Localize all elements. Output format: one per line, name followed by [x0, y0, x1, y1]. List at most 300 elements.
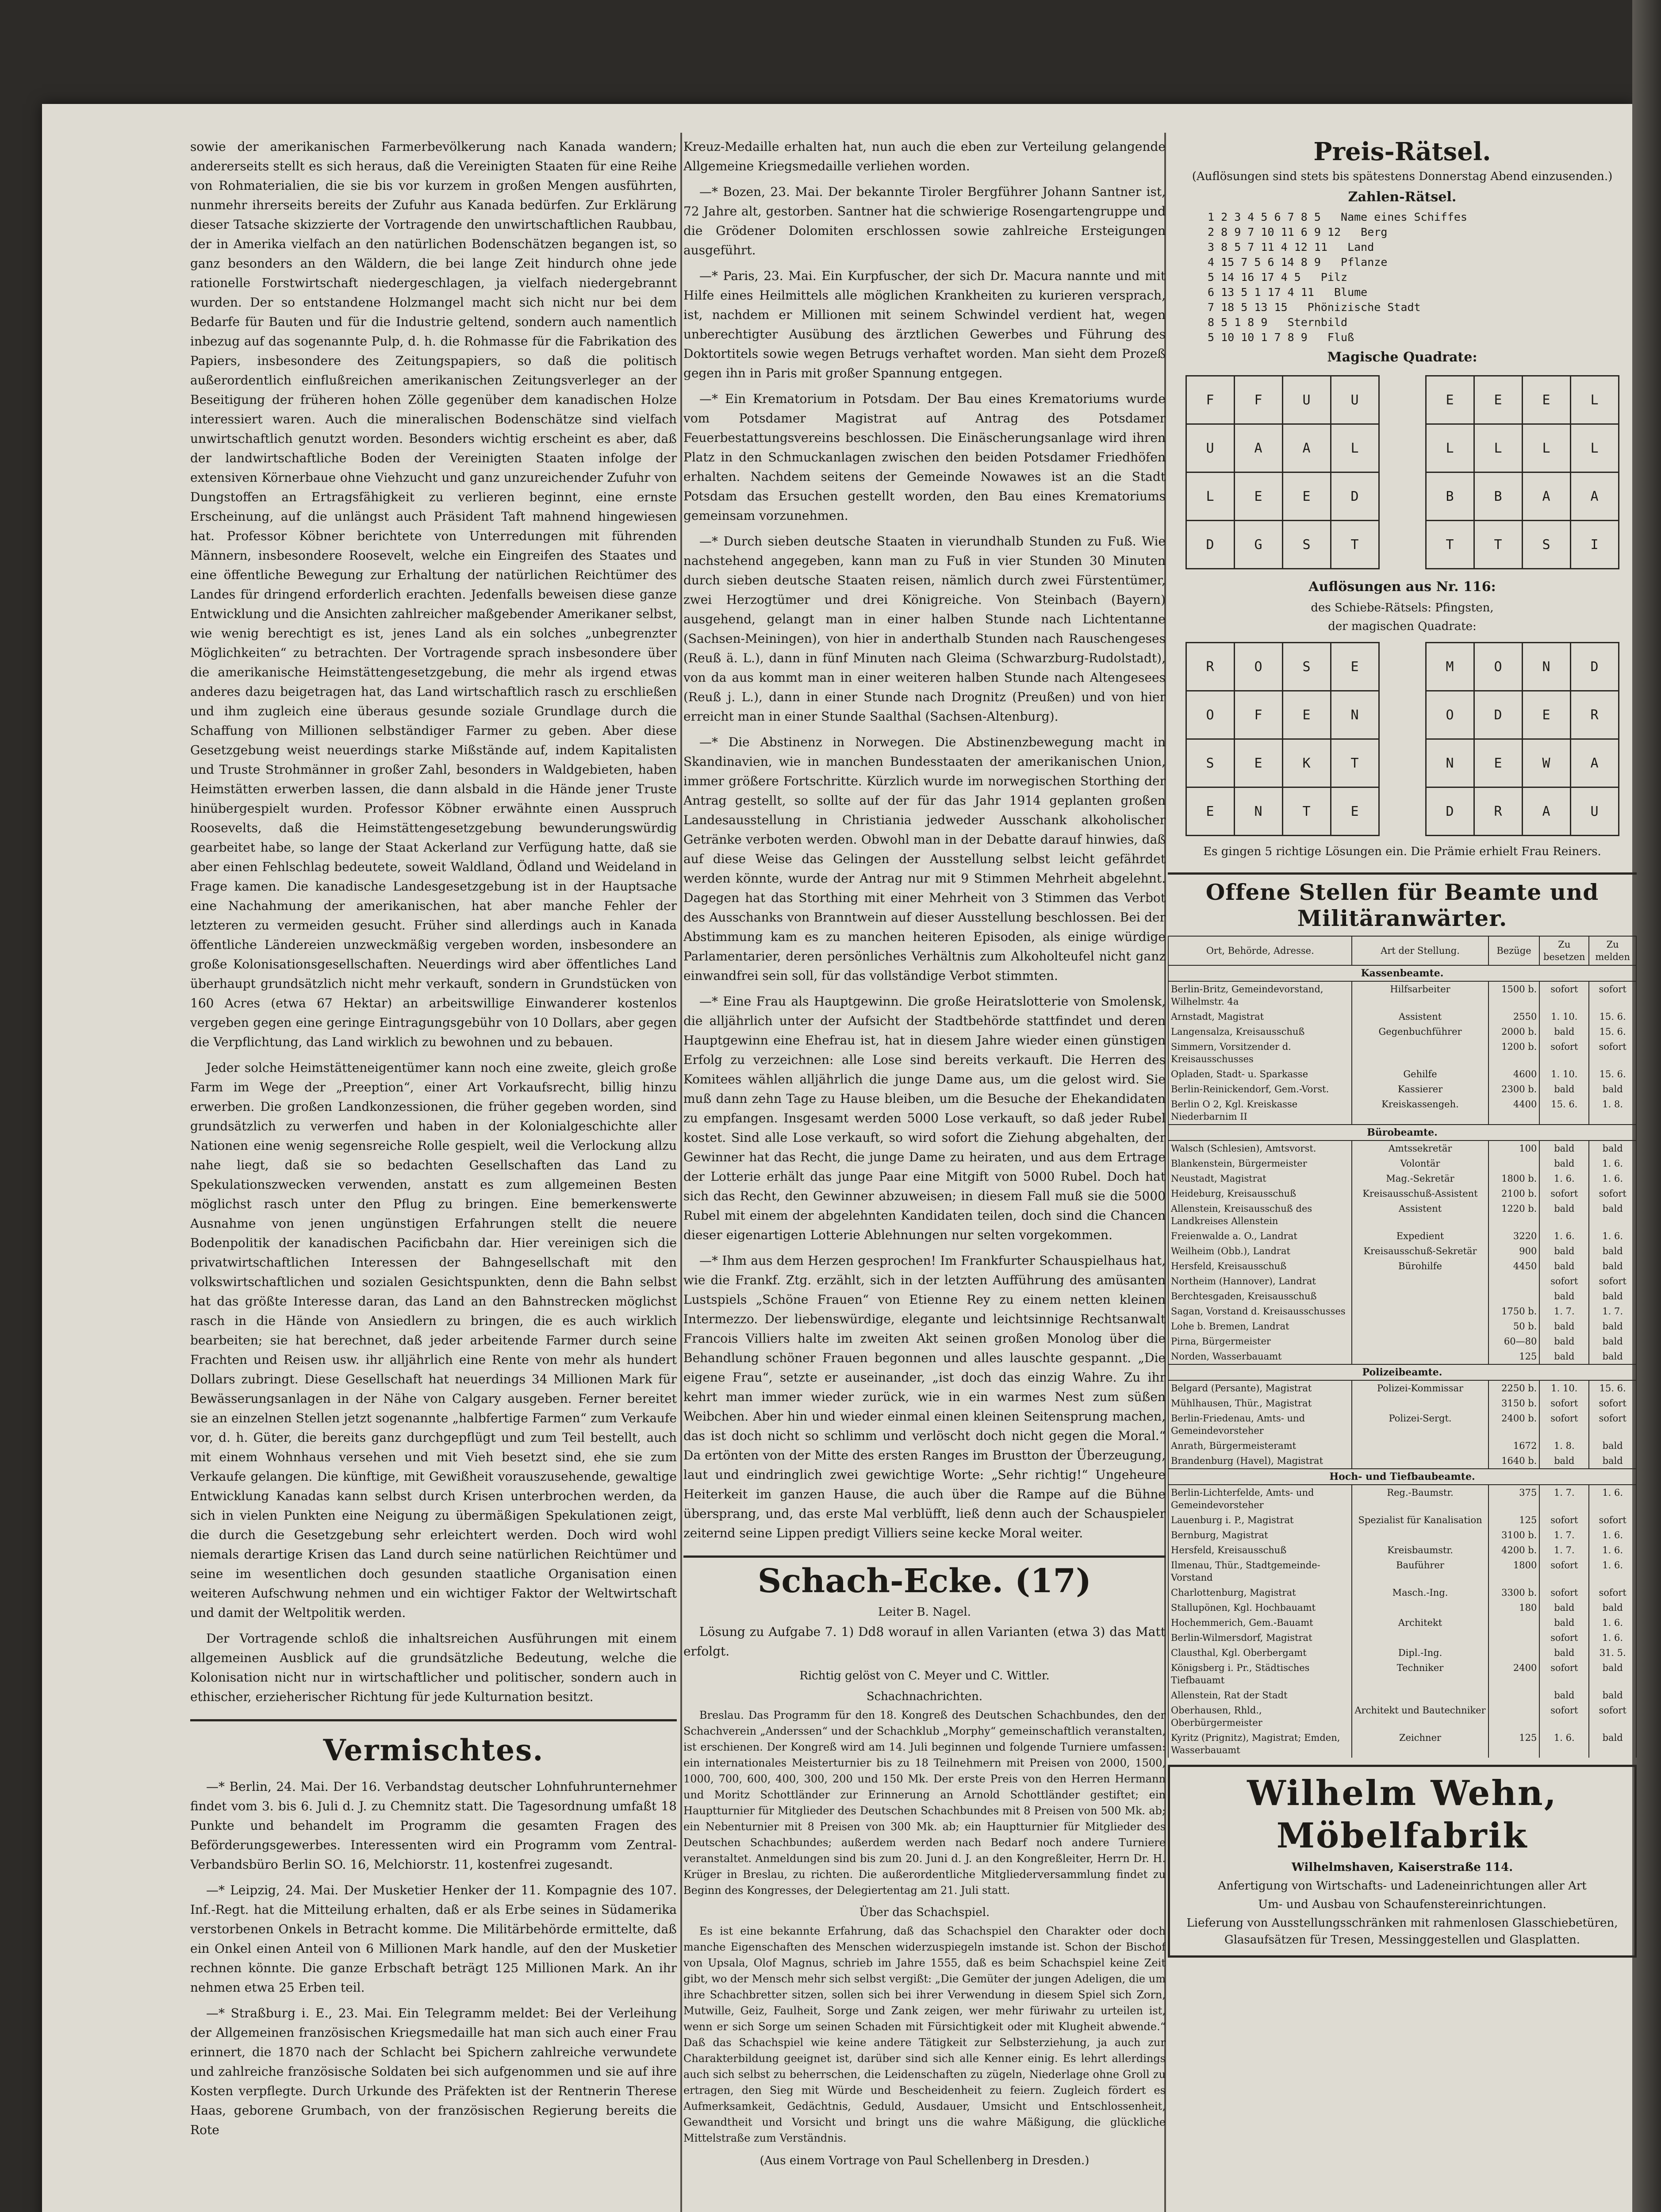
table-cell-ort: Hersfeld, Kreisausschuß — [1168, 1543, 1352, 1558]
table-cell-ort: Weilheim (Obb.), Landrat — [1168, 1244, 1352, 1259]
news-item: —* Ein Krematorium in Potsdam. Der Bau eines Krematoriums wurde vom Potsdamer Magistrat auf Antrag des Potsdamer Feuerbestattungsvereins beschlossen. Die Einäscherungsanlage wird ihren Platz in den Schmuckanlagen zwischen den beiden Potsdamer Friedhöfen erhalten. Nachdem seitens der Gemeinde Nowawes ist an die Stadt Potsdam das Ersuchen gestellt worden, den Bau eines Krematoriums gemeinsam vorzunehmen. — [683, 392, 1166, 523]
table-cell-art: Kreisausschuß-Assistent — [1352, 1186, 1488, 1201]
table-row — [1168, 1039, 1636, 1067]
magic-squares — [1168, 370, 1637, 575]
table-cell-art: Spezialist für Kanalisation — [1352, 1513, 1488, 1528]
table-cell-ort: Neustadt, Magistrat — [1168, 1171, 1352, 1186]
table-cell-ort: Kyritz (Prignitz), Magistrat; Emden, Wasserbauamt — [1168, 1730, 1352, 1758]
table-cell-bez — [1488, 1703, 1540, 1730]
table-cell-art: Expedient — [1352, 1229, 1488, 1244]
grid-cell: A — [1234, 424, 1282, 472]
table-cell-mel: 1. 6. — [1589, 1630, 1636, 1645]
table-category-row — [1168, 1125, 1636, 1141]
table-cell-art — [1352, 1396, 1488, 1411]
table-cell-bes: 1. 7. — [1539, 1528, 1589, 1543]
table-cell-ort: Belgard (Persante), Magistrat — [1168, 1380, 1352, 1396]
table-cell-bez: 4400 — [1488, 1097, 1540, 1125]
table-cell-ort: Brandenburg (Havel), Magistrat — [1168, 1453, 1352, 1469]
table-cell-ort: Bernburg, Magistrat — [1168, 1528, 1352, 1543]
table-cell-bes: bald — [1539, 1082, 1589, 1097]
table-cell-mel: 1. 7. — [1589, 1304, 1636, 1319]
table-cell-ort: Allenstein, Rat der Stadt — [1168, 1688, 1352, 1703]
table-cell-mel: bald — [1589, 1660, 1636, 1688]
table-row — [1168, 1543, 1636, 1558]
table-cell-bez: 1640 b. — [1488, 1453, 1540, 1469]
grid-cell: F — [1234, 691, 1282, 739]
chess-solution: Lösung zu Aufgabe 7. 1) Dd8 worauf in allen Varianten (etwa 3) das Matt erfolgt. — [683, 1624, 1166, 1659]
table-cell-bes: 1. 7. — [1539, 1543, 1589, 1558]
table-cell-ort: Clausthal, Kgl. Oberbergamt — [1168, 1645, 1352, 1660]
table-cell-art: Techniker — [1352, 1660, 1488, 1688]
table-cell-ort: Allenstein, Kreisausschuß des Landkreises Allenstein — [1168, 1201, 1352, 1229]
table-cell-mel: bald — [1589, 1319, 1636, 1334]
table-cell-bez — [1488, 1274, 1540, 1289]
grid-cell: S — [1522, 521, 1570, 569]
grid-cell: O — [1426, 691, 1474, 739]
table-cell-mel: 1. 6. — [1589, 1485, 1636, 1513]
table-cell-mel: 1. 6. — [1589, 1543, 1636, 1558]
advertisement — [1168, 1765, 1637, 1958]
grid-cell: A — [1522, 472, 1570, 521]
table-category-row — [1168, 965, 1636, 981]
table-cell-bes: 1. 10. — [1539, 1067, 1589, 1082]
grid-cell: D — [1186, 521, 1234, 569]
table-cell-art: Mag.-Sekretär — [1352, 1171, 1488, 1186]
table-cell-ort: Norden, Wasserbauamt — [1168, 1349, 1352, 1364]
grid-cell: E — [1234, 472, 1282, 521]
table-cell-bez: 125 — [1488, 1513, 1540, 1528]
table-cell-bez: 1800 b. — [1488, 1171, 1540, 1186]
number-puzzle — [1168, 210, 1637, 345]
table-cell-art: Volontär — [1352, 1156, 1488, 1171]
table-row — [1168, 1485, 1636, 1513]
table-cell-ort: Northeim (Hannover), Landrat — [1168, 1274, 1352, 1289]
table-cell-bes: sofort — [1539, 1396, 1589, 1411]
table-cell-art: Gehilfe — [1352, 1067, 1488, 1082]
table-row — [1168, 1186, 1636, 1201]
grid-cell: A — [1570, 472, 1619, 521]
table-cell-bes: 1. 7. — [1539, 1304, 1589, 1319]
table-cell-bez: 60—80 — [1488, 1334, 1540, 1349]
grid-cell: W — [1522, 739, 1570, 787]
table-cell-ort: Berlin-Wilmersdorf, Magistrat — [1168, 1630, 1352, 1645]
table-cell-mel: 31. 5. — [1589, 1645, 1636, 1660]
grid-cell: B — [1426, 472, 1474, 521]
table-row — [1168, 1259, 1636, 1274]
table-cell-ort: Berchtesgaden, Kreisausschuß — [1168, 1289, 1352, 1304]
table-cell-art: Bauführer — [1352, 1558, 1488, 1585]
table-cell-bes: bald — [1539, 1024, 1589, 1039]
table-row — [1168, 1067, 1636, 1082]
table-cell-bes: sofort — [1539, 1186, 1589, 1201]
table-row — [1168, 1171, 1636, 1186]
news-item: —* Paris, 23. Mai. Ein Kurpfuscher, der sich Dr. Macura nannte und mit Hilfe eines Heilmittels alle möglichen Krankheiten zu kurieren versprach, ist, nachdem er Millionen mit seinem Schwindel verdient hat, wegen unberechtigter Ausübung des ärztlichen Gewerbes und Führung des Doktortitels sowie wegen Betrugs verhaftet worden. Man sieht dem Prozeß gegen ihn in Paris mit großer Spannung entgegen. — [683, 269, 1166, 380]
table-cell-art: Reg.-Baumstr. — [1352, 1485, 1488, 1513]
grid-cell: E — [1234, 739, 1282, 787]
table-row — [1168, 1274, 1636, 1289]
table-category: Hoch- und Tiefbaubeamte. — [1168, 1469, 1636, 1485]
table-cell-mel: 1. 6. — [1589, 1528, 1636, 1543]
table-cell-mel: sofort — [1589, 1396, 1636, 1411]
news-item: —* Ihm aus dem Herzen gesprochen! Im Frankfurter Schauspielhaus hat, wie die Frankf. Ztg. erzählt, sich in der letzten Aufführung des amüsanten Lustspiels „Schöne Frauen“ von Etienne Rey zu einem netten kleinen Intermezzo. Der liebenswürdige, elegante und leichtsinnige Rechtsanwalt Francois Villiers halte im zweiten Akt seinen großen Monolog über die Behandlung schöner Frauen begonnen und alles lauschte gespannt. „Die eigene Frau“, setzte er auseinander, „ist doch das einzig Wahre. Zu ihr kehrt man immer wieder zurück, wie in ein warmes Nest zum süßen Weibchen. Aber hin und wieder einmal einen kleinen Seitensprung machen, das ist doch nicht so schlimm und verlöscht doch nicht gegen die Moral.“ Da ertönten von der Mitte des ersten Ranges im Brustton der Überzeugung, laut und eindringlich zwei gewichtige Worte: „Sehr richtig!“ Ungeheure Heiterkeit im ganzen Hause, die auch über die Rampe auf die Bühne übersprang, und, das erste Mal verblüfft, ließ denn auch der Schauspieler zeiternd seine Lippen predigt Villiers seine kecke Moral weiter. — [683, 1253, 1166, 1540]
table-cell-art — [1352, 1528, 1488, 1543]
column-3 — [1168, 137, 1637, 2212]
table-cell-ort: Berlin-Lichterfelde, Amts- und Gemeindevorsteher — [1168, 1485, 1352, 1513]
chess-leader: Leiter B. Nagel. — [878, 1605, 971, 1619]
table-cell-art: Kreisausschuß-Sekretär — [1352, 1244, 1488, 1259]
table-cell-bez: 125 — [1488, 1349, 1540, 1364]
news-item: —* Die Abstinenz in Norwegen. Die Abstinenzbewegung macht in Skandinavien, wie in manchen Bundesstaaten der amerikanischen Union, immer größere Fortschritte. Kürzlich wurde im norwegischen Storthing der Antrag gestellt, so sollte auf der für das Jahr 1914 geplanten großen Landesausstellung in Christiania jedweder Ausschank alkoholischer Getränke verboten werden. Obwohl man in der Debatte darauf hinwies, daß auf diese Weise das Gelingen der Ausstellung selbst leicht gefährdet werden könnte, wurde der Antrag nur mit 9 Stimmen Mehrheit abgelehnt. Dagegen hat das Storthing mit einer Mehrheit von 3 Stimmen das Verbot des Ausschanks von Branntwein auf dieser Ausstellung beschlossen. Bei der Abstimmung kam es zu manchen heiteren Episoden, als einige würdige Parlamentarier, deren persönliches Verhältnis zum Alkoholteufel nicht ganz einwandfrei sein soll, für das vollständige Verbot stimmten. — [683, 735, 1166, 983]
table-cell-bez: 1800 — [1488, 1558, 1540, 1585]
table-row — [1168, 1304, 1636, 1319]
table-row — [1168, 1009, 1636, 1024]
solution-square-grid — [1425, 642, 1619, 836]
solutions-title: Auflösungen aus Nr. 116: — [1308, 579, 1496, 595]
table-row — [1168, 1349, 1636, 1364]
job-listings-table — [1168, 936, 1637, 1758]
table-cell-ort: Sagan, Vorstand d. Kreisausschusses — [1168, 1304, 1352, 1319]
table-cell-mel: sofort — [1589, 981, 1636, 1009]
table-cell-bes: 1. 10. — [1539, 1009, 1589, 1024]
magic-squares-title: Magische Quadrate: — [1327, 349, 1477, 365]
table-cell-ort: Walsch (Schlesien), Amtsvorst. — [1168, 1141, 1352, 1156]
puzzle-note: (Auflösungen sind stets bis spätestens Donnerstag Abend einzusenden.) — [1192, 170, 1613, 183]
table-cell-bes: sofort — [1539, 1630, 1589, 1645]
table-cell-ort: Ilmenau, Thür., Stadtgemeinde-Vorstand — [1168, 1558, 1352, 1585]
table-cell-art: Hilfsarbeiter — [1352, 981, 1488, 1009]
table-cell-bes: bald — [1539, 1259, 1589, 1274]
table-row — [1168, 1024, 1636, 1039]
news-item: —* Berlin, 24. Mai. Der 16. Verbandstag deutscher Lohnfuhrunternehmer findet vom 3. bis 6. Juli d. J. zu Chemnitz statt. Die Tagesordnung umfaßt 18 Punkte und behandelt im Programm die gesamten Fragen des Beförderungsgewerbes. Interessenten wird ein Programm vom Zentral-Verbandsbüro Berlin SO. 16, Melchiorstr. 11, kostenfrei zugesandt. — [190, 1779, 677, 1872]
table-cell-ort: Stallupönen, Kgl. Hochbauamt — [1168, 1600, 1352, 1615]
table-cell-bes: sofort — [1539, 1411, 1589, 1438]
grid-cell: N — [1234, 787, 1282, 836]
section-title: Vermischtes. — [323, 1733, 544, 1767]
number-puzzle-row: 8 5 1 8 9 Sternbild — [1208, 316, 1348, 329]
table-cell-ort: Oberhausen, Rhld., Oberbürgermeister — [1168, 1703, 1352, 1730]
grid-cell: S — [1186, 739, 1234, 787]
grid-cell: E — [1186, 787, 1234, 836]
table-cell-art: Zeichner — [1352, 1730, 1488, 1758]
table-row — [1168, 1319, 1636, 1334]
column-2 — [683, 137, 1166, 2212]
table-cell-mel: bald — [1589, 1082, 1636, 1097]
grid-cell: T — [1474, 521, 1522, 569]
table-category: Bürobeamte. — [1168, 1125, 1636, 1141]
grid-cell: U — [1186, 424, 1234, 472]
table-cell-mel: 15. 6. — [1589, 1067, 1636, 1082]
table-cell-mel: bald — [1589, 1201, 1636, 1229]
grid-cell: D — [1570, 643, 1619, 691]
table-cell-bes: 1. 6. — [1539, 1730, 1589, 1758]
grid-cell: T — [1331, 521, 1379, 569]
table-row — [1168, 1585, 1636, 1600]
table-cell-mel: bald — [1589, 1334, 1636, 1349]
number-puzzle-row: 5 10 10 1 7 8 9 Fluß — [1208, 331, 1354, 344]
table-cell-bes: bald — [1539, 1688, 1589, 1703]
table-cell-ort: Pirna, Bürgermeister — [1168, 1334, 1352, 1349]
grid-cell: E — [1331, 643, 1379, 691]
table-cell-art: Dipl.-Ing. — [1352, 1645, 1488, 1660]
table-cell-bes: 1. 6. — [1539, 1171, 1589, 1186]
grid-cell: S — [1282, 643, 1331, 691]
table-cell-bes: sofort — [1539, 1513, 1589, 1528]
table-cell-art: Kassierer — [1352, 1082, 1488, 1097]
table-row — [1168, 1097, 1636, 1125]
number-puzzle-title: Zahlen-Rätsel. — [1348, 189, 1457, 205]
number-puzzle-row: 2 8 9 7 10 11 6 9 12 Berg — [1208, 226, 1388, 238]
article-paragraph: sowie der amerikanischen Farmerbevölkerung nach Kanada wandern; andererseits stellt es sich heraus, daß die Vereinigten Staaten für eine Reihe von Rohmaterialien, die sie bis vor kurzem in großen Mengen ausführten, nunmehr ihrerseits bereits der Zufuhr aus Kanada bedürfen. Zur Erklärung dieser Tatsache skizzierte der Vortragende den unwirtschaftlichen Raubbau, der in Amerika vielfach an den natürlichen Bodenschätzen begangen ist, so ganz besonders an den Wäldern, die bei lange Zeit hindurch ohne jede rationelle Forstwirtschaft niedergeschlagen, ja vielfach niedergebrannt wurden. Der so entstandene Holzmangel macht sich nicht nur bei dem Bedarfe für Bauten und für die Industrie geltend, sondern auch namentlich inbezug auf das sogenannte Pulp, d. h. die Rohmasse für die Fabrikation des Papiers, insbesondere des Zeitungspapiers, so daß die politisch außerordentlich einflußreichen amerikanischen Zeitungsverleger an der Beseitigung der früheren hohen Zölle gegenüber dem kanadischen Holze interessiert waren. Auch die mineralischen Bodenschätze sind vielfach unwirtschaftlich genutzt worden. Besonders wichtig erscheint es aber, daß der landwirtschaftliche Boden der Vereinigten Staaten infolge der extensiven Körnerbaue ohne Viehzucht und ganz unzureichender Zufuhr von Dungstoffen an Ertragsfähigkeit zu verlieren beginnt, eine ernste Erscheinung, auf die unlängst auch Präsident Taft mahnend hingewiesen hat. Professor Köbner berichtete von Unterredungen mit führenden Männern, insbesondere Roosevelt, welche ein Eingreifen des Staates und eine öffentliche Bewegung zur Erhaltung der natürlichen Reichtümer des Landes für dringend erforderlich erachten. Jedenfalls beweisen diese ganze Entwicklung und die Ansichten zahlreicher maßgebender Amerikaner selbst, wie wenig berechtigt es ist, jenes Land als ein solches „unbegrenzter Möglichkeiten“ zu betrachten. Der Vortragende sprach insbesondere über die amerikanische Heimstättengesetzgebung, die mehr als irgend etwas anderes dazu beigetragen hat, das Land wirtschaftlich rasch zu erschließen und ihm zugleich eine überaus gesunde soziale Grundlage durch die Schaffung von Millionen selbständiger Farmer zu geben. Aber diese Gesetzgebung weist neuerdings starke Mißstände auf, indem Kapitalisten und Truste Strohmänner in großer Zahl, besonders in Waldgebieten, haben Heimstätten erwerben lassen, die dann alsbald in die Hände jener Truste hinübergespielt wurden. Professor Köbner erwähnte einen Ausspruch Roosevelts, daß die Heimstättengesetzgebung bewunderungswürdig gearbeitet habe, so lange der Staat Ackerland zur Verfügung hatte, daß sie aber einen Fehlschlag bedeutete, soweit Waldland, Ödland und Weideland in Frage kamen. Die kanadische Landesgesetzgebung ist in der Hauptsache eine Nachahmung der amerikanischen, hat aber manche Fehler der letzteren zu vermeiden gesucht. Früher sind allerdings auch in Kanada öffentliche Ländereien unzweckmäßig vergeben worden, insbesondere an große Kolonisationsgesellschaften. Neuerdings wird aber öffentliches Land überhaupt grundsätzlich nicht mehr verkauft, sondern in Grundstücken von 160 Acres (etwa 67 Hektar) an arbeitswillige Einwanderer kostenlos vergeben gegen eine geringe Eintragungsgebühr von 10 Dollars, aber gegen die Verpflichtung, das Land wirklich zu bewohnen und zu bebauen. — [190, 139, 677, 1049]
table-row — [1168, 1082, 1636, 1097]
table-cell-bez: 1500 b. — [1488, 981, 1540, 1009]
table-cell-ort: Berlin-Reinickendorf, Gem.-Vorst. — [1168, 1082, 1352, 1097]
table-cell-bez: 1200 b. — [1488, 1039, 1540, 1067]
section-divider — [1168, 872, 1637, 875]
table-cell-bes: bald — [1539, 1615, 1589, 1630]
table-row — [1168, 981, 1636, 1009]
grid-cell: L — [1426, 424, 1474, 472]
table-cell-bes: 1. 8. — [1539, 1438, 1589, 1453]
table-cell-bes: 15. 6. — [1539, 1097, 1589, 1125]
grid-cell: F — [1234, 376, 1282, 424]
table-category-row — [1168, 1469, 1636, 1485]
number-puzzle-row: 1 2 3 4 5 6 7 8 5 Name eines Schiffes — [1208, 211, 1467, 223]
grid-cell: G — [1234, 521, 1282, 569]
table-cell-ort: Lohe b. Bremen, Landrat — [1168, 1319, 1352, 1334]
table-cell-bes: bald — [1539, 1349, 1589, 1364]
table-cell-art — [1352, 1438, 1488, 1453]
chess-news-heading: Schachnachrichten. — [866, 1690, 983, 1703]
table-cell-ort: Berlin O 2, Kgl. Kreiskasse Niederbarnim II — [1168, 1097, 1352, 1125]
grid-cell: E — [1522, 691, 1570, 739]
table-row — [1168, 1244, 1636, 1259]
grid-cell: E — [1474, 739, 1522, 787]
table-cell-mel: sofort — [1589, 1039, 1636, 1067]
grid-cell: N — [1522, 643, 1570, 691]
table-cell-bes: bald — [1539, 1289, 1589, 1304]
grid-cell: U — [1282, 376, 1331, 424]
table-cell-art: Assistent — [1352, 1201, 1488, 1229]
table-cell-ort: Opladen, Stadt- u. Sparkasse — [1168, 1067, 1352, 1082]
table-cell-mel: bald — [1589, 1259, 1636, 1274]
chess-section-title: Schach-Ecke. (17) — [757, 1562, 1092, 1600]
table-cell-bez: 1672 — [1488, 1438, 1540, 1453]
table-row — [1168, 1730, 1636, 1758]
table-cell-ort: Hersfeld, Kreisausschuß — [1168, 1259, 1352, 1274]
table-cell-bez: 2400 b. — [1488, 1411, 1540, 1438]
table-cell-mel: 1. 6. — [1589, 1156, 1636, 1171]
table-category-row — [1168, 1364, 1636, 1380]
grid-cell: A — [1570, 739, 1619, 787]
grid-cell: R — [1570, 691, 1619, 739]
news-item: —* Straßburg i. E., 23. Mai. Ein Telegramm meldet: Bei der Verleihung der Allgemeinen französischen Kriegsmedaille hat man sich auch einer Frau erinnert, die 1870 nach der Schlacht bei Spichern zahlreiche verwundete und zahlreiche französische Soldaten bei sich aufgenommen und sie auf ihre Kosten verpflegte. Durch Urkunde des Präfekten ist der Rentnerin Therese Haas, geborene Grumbach, von der französischen Regierung bereits die Rote — [190, 2006, 677, 2137]
table-header: Art der Stellung. — [1352, 936, 1488, 965]
table-cell-bez: 3300 b. — [1488, 1585, 1540, 1600]
news-item: —* Eine Frau als Hauptgewinn. Die große Heiratslotterie von Smolensk, die alljährlich unter der Aufsicht der Stadtbehörde stattfindet und deren Hauptgewinn eine Ehefrau ist, hat in diesem Jahre wieder einen günstigen Erfolg zu verzeichnen: alle Lose sind bereits verkauft. Die Herren des Komitees wählen alljährlich die junge Dame aus, um die gelost wird. Sie muß dann zehn Tage zu Hause bleiben, um die Besuche der Ehekandidaten zu empfangen. Insgesamt werden 5000 Lose verkauft, so daß jeder Rubel kostet. Sind alle Lose verkauft, so wird sofort die Ziehung abgehalten, der Gewinner hat das Recht, die junge Dame zu heiraten, und aus dem Ertrage der Lotterie erhält das junge Paar eine Mitgift von 5000 Rubel. Doch hat sich das Recht, den Gewinner abzuweisen; in diesem Fall muß sie die 5000 Rubel mit einem der abgelehnten Kandidaten teilen, doch sind die Chancen dieser eigenartigen Lotterie Ablehnungen nur selten vorgekommen. — [683, 994, 1166, 1242]
table-cell-ort: Lauenburg i. P., Magistrat — [1168, 1513, 1352, 1528]
grid-cell: A — [1522, 787, 1570, 836]
table-row — [1168, 1703, 1636, 1730]
grid-cell: E — [1282, 472, 1331, 521]
table-cell-bez: 3150 b. — [1488, 1396, 1540, 1411]
grid-cell: F — [1186, 376, 1234, 424]
table-cell-mel: bald — [1589, 1244, 1636, 1259]
table-cell-mel: sofort — [1589, 1703, 1636, 1730]
table-cell-bez: 900 — [1488, 1244, 1540, 1259]
table-category: Polizeibeamte. — [1168, 1364, 1636, 1380]
solutions-shift-puzzle: des Schiebe-Rätsels: Pfingsten, — [1311, 601, 1494, 614]
table-cell-ort: Hochemmerich, Gem.-Bauamt — [1168, 1615, 1352, 1630]
ad-company-name: Wilhelm Wehn, Möbelfabrik — [1247, 1773, 1557, 1856]
table-cell-art — [1352, 1304, 1488, 1319]
table-cell-mel: 1. 8. — [1589, 1097, 1636, 1125]
grid-cell: E — [1331, 787, 1379, 836]
table-cell-art: Assistent — [1352, 1009, 1488, 1024]
grid-cell: L — [1570, 424, 1619, 472]
table-header: Zu besetzen — [1539, 936, 1589, 965]
table-cell-art: Architekt — [1352, 1615, 1488, 1630]
table-cell-bes: 1. 6. — [1539, 1229, 1589, 1244]
chess-essay: Es ist eine bekannte Erfahrung, daß das Schachspiel den Charakter oder doch manche Eigenschaften des Menschen widerzuspiegeln imstande ist. Schon der Bischof von Upsala, Olof Magnus, schrieb im Jahre 1555, daß es beim Schachspiel keine Zeit gibt, wo der Mensch mehr sich selbst vergißt: „Die Gemüter der jungen Adeligen, die um ihre Schachbretter sitzen, sollen sich bei ihrer Verwendung in diesem Spiel sich Zorn, Mutwille, Geiz, Faulheit, Sorge und Zank zeigen, wer mehr füriwahr zu urteilen ist, wenn er sich Sorge um seinen Schaden mit Fürsichtigkeit oder mit Klugheit abwende.“ Daß das Schachspiel wie keine andere Tätigkeit zur Selbsterziehung, ja auch zur Charakterbildung geeignet ist, darüber sind sich alle Kenner einig. Es lehrt allerdings auch sich selbst zu beherrschen, die Leidenschaften zu zügeln, Niederlage ohne Groll zu ertragen, den Sieg mit Würde und Bescheidenheit zu feiern. Zugleich fördert es Aufmerksamkeit, Gedächtnis, Geduld, Ausdauer, Umsicht und Entschlossenheit, Gewandtheit und Vorsicht und bringt uns die wahre Mäßigung, die glückliche Mittelstraße zum Verständnis. — [683, 1925, 1166, 2144]
grid-cell: D — [1331, 472, 1379, 521]
ad-text: Lieferung von Ausstellungsschränken mit rahmenlosen Glasschiebetüren, Glasaufsätzen für Tresen, Messinggestellen und Glasplatten. — [1186, 1916, 1618, 1947]
grid-cell: O — [1186, 691, 1234, 739]
table-cell-bes: 1. 10. — [1539, 1380, 1589, 1396]
table-cell-mel: bald — [1589, 1141, 1636, 1156]
table-cell-art — [1352, 1319, 1488, 1334]
table-cell-mel: sofort — [1589, 1186, 1636, 1201]
table-cell-bes: bald — [1539, 1645, 1589, 1660]
table-cell-mel: bald — [1589, 1349, 1636, 1364]
table-cell-art: Polizei-Sergt. — [1352, 1411, 1488, 1438]
table-cell-bez: 3100 b. — [1488, 1528, 1540, 1543]
news-item: —* Leipzig, 24. Mai. Der Musketier Henker der 11. Kompagnie des 107. Inf.-Regt. hat die Mitteilung erhalten, daß er als Erbe seines in Südamerika verstorbenen Onkels in Betracht komme. Die Militärbehörde ermittelte, daß ein Onkel einen Anteil von 6 Millionen Mark handle, auf den der Musketier rechnen könnte. Die ganze Erbschaft beträgt 125 Millionen Mark. An ihr nehmen etwa 25 Erben teil. — [190, 1883, 677, 1995]
table-row — [1168, 1600, 1636, 1615]
puzzle-title: Preis-Rätsel. — [1313, 137, 1491, 166]
article-paragraph: Jeder solche Heimstätteneigentümer kann noch eine zweite, gleich große Farm im Wege der „Preeption“, einer Art Vorkaufsrecht, billig hinzu erwerben. Die großen Landkonzessionen, die früher gegeben worden, sind grundsätzlich zu verwerfen und haben in der Kolonialgeschichte aller Nationen eine wenig segensreiche Rolle gespielt, weil die Verlockung allzu nahe liegt, daß sie so bedachten Gesellschaften das Land zu Spekulationszwecken verwenden, anstatt es zum allgemeinen Besten möglichst rasch unter den Pflug zu bringen. Eine bemerkenswerte Ausnahme von jenen ungünstigen Erfahrungen stellt die neuere Bodenpolitik der kanadischen Pacificbahn dar. Hier vereinigen sich die privatwirtschaftlichen Interessen der Bahngesellschaft mit den volkswirtschaftlichen und sozialen Gesichtspunkten, denn die Bahn selbst hat das größte Interesse daran, das Land an den Bahnstrecken möglichst rasch in die Hände von Ansiedlern zu bringen, die es auch wirklich bearbeiten; sie hat berechnet, daß jeder arbeitende Farmer durch seine Frachten und Reisen usw. ihr alljährlich eine Rente von mehr als hundert Dollars zubringt. Diese Gesellschaft hat neuerdings 34 Millionen Mark für Bewässerungsanlagen in der Nähe von Calgary ausgeben. Ferner bereitet sie an einzelnen Stellen jetzt sogenannte „halbfertige Farmen“ zum Verkaufe vor, d. h. Güter, die bereits ganz durchgepflügt und zum Teil bestellt, auch mit einem Wohnhaus versehen und mit Vieh besetzt sind, ehe sie zum Verkaufe gelangen. Die künftige, mit Gewißheit vorauszusehende, gewaltige Entwicklung Kanadas kann selbst durch Krisen unterbrochen werden, da sich in vielen Punkten eine Neigung zu übermäßigen Spekulationen zeigt, die durch die Gesetzgebung sehr erleichtert werden. Doch wird wohl niemals derartige Krisen das Land durch seine natürlichen Reichtümer und seine im wesentlichen doch gesunden staatliche Organisation einen weiteren Aufschwung nehmen und ein wichtiger Faktor der Weltwirtschaft und damit der Weltpolitik werden. — [190, 1060, 677, 1620]
table-cell-bes: 1. 7. — [1539, 1485, 1589, 1513]
table-cell-bes: sofort — [1539, 1039, 1589, 1067]
table-cell-bez: 4600 — [1488, 1067, 1540, 1082]
grid-cell: L — [1570, 376, 1619, 424]
table-cell-art: Kreiskassengeh. — [1352, 1097, 1488, 1125]
table-cell-art: Bürohilfe — [1352, 1259, 1488, 1274]
article-paragraph: Der Vortragende schloß die inhaltsreichen Ausführungen mit einem allgemeinen Ausblick auf die grundsätzliche Bedeutung, welche die Kolonisation nicht nur in wirtschaftlicher und politischer, sondern auch in ethischer, erzieherischer Richtung für jede Kulturnation besitzt. — [190, 1631, 677, 1704]
table-cell-mel: bald — [1589, 1453, 1636, 1469]
table-cell-art: Polizei-Kommissar — [1352, 1380, 1488, 1396]
news-item: —* Durch sieben deutsche Staaten in vierundhalb Stunden zu Fuß. Wie nachstehend angegeben, kann man zu Fuß in vier Stunden 30 Minuten durch sieben deutsche Staaten reisen, nämlich durch zwei Fürstentümer, zwei Herzogtümer und drei Königreiche. Von Steinbach (Bayern) ausgehend, gelangt man in einer halben Stunde nach Lichtentanne (Sachsen-Meiningen), von hier in anderthalb Stunden nach Rauschengeses (Reuß ä. L.), dann in fünf Minuten nach Gleima (Schwarzburg-Rudolstadt), von da aus kommt man in einer weiteren halben Stunde nach Altengesees (Reuß j. L.), dann in einer Stunde nach Drognitz (Preußen) und von hier erreicht man in einer Stunde Saalthal (Sachsen-Altenburg). — [683, 534, 1166, 724]
grid-cell: O — [1474, 643, 1522, 691]
section-divider — [683, 1555, 1166, 1558]
table-cell-bes: sofort — [1539, 981, 1589, 1009]
table-cell-mel: bald — [1589, 1438, 1636, 1453]
table-header: Bezüge — [1488, 936, 1540, 965]
grid-cell: I — [1570, 521, 1619, 569]
table-cell-bes: sofort — [1539, 1660, 1589, 1688]
table-cell-ort: Langensalza, Kreisausschuß — [1168, 1024, 1352, 1039]
table-cell-ort: Berlin-Friedenau, Amts- und Gemeindevorsteher — [1168, 1411, 1352, 1438]
grid-cell: B — [1474, 472, 1522, 521]
table-cell-ort: Arnstadt, Magistrat — [1168, 1009, 1352, 1024]
table-cell-mel: bald — [1589, 1688, 1636, 1703]
table-row — [1168, 1380, 1636, 1396]
table-cell-art: Kreisbaumstr. — [1352, 1543, 1488, 1558]
table-cell-ort: Königsberg i. Pr., Städtisches Tiefbauamt — [1168, 1660, 1352, 1688]
job-listings-title: Offene Stellen für Beamte und Militäranwärter. — [1205, 879, 1599, 931]
table-cell-bes: bald — [1539, 1141, 1589, 1156]
table-cell-bez: 4200 b. — [1488, 1543, 1540, 1558]
table-cell-mel: bald — [1589, 1730, 1636, 1758]
table-cell-bes: sofort — [1539, 1274, 1589, 1289]
table-cell-mel: 1. 6. — [1589, 1558, 1636, 1585]
table-cell-bes: bald — [1539, 1244, 1589, 1259]
table-row — [1168, 1630, 1636, 1645]
grid-cell: O — [1234, 643, 1282, 691]
number-puzzle-row: 6 13 5 1 17 4 11 Blume — [1208, 286, 1368, 299]
table-cell-ort: Heideburg, Kreisausschuß — [1168, 1186, 1352, 1201]
table-cell-art: Architekt und Bautechniker — [1352, 1703, 1488, 1730]
magic-square-grid — [1425, 375, 1619, 569]
table-cell-bez: 4450 — [1488, 1259, 1540, 1274]
grid-cell: E — [1426, 376, 1474, 424]
chess-solvers: Richtig gelöst von C. Meyer und C. Wittler. — [799, 1669, 1050, 1682]
table-header: Ort, Behörde, Adresse. — [1168, 936, 1352, 965]
ad-address: Wilhelmshaven, Kaiserstraße 114. — [1291, 1861, 1513, 1874]
column-rule — [680, 133, 682, 2212]
table-cell-bez: 100 — [1488, 1141, 1540, 1156]
grid-cell: K — [1282, 739, 1331, 787]
table-cell-bes: bald — [1539, 1334, 1589, 1349]
table-cell-bes: bald — [1539, 1453, 1589, 1469]
number-puzzle-row: 7 18 5 13 15 Phönizische Stadt — [1208, 301, 1421, 314]
solution-squares — [1168, 637, 1637, 841]
table-cell-art: Gegenbuchführer — [1352, 1024, 1488, 1039]
table-cell-bez: 2100 b. — [1488, 1186, 1540, 1201]
table-cell-mel: 1. 6. — [1589, 1171, 1636, 1186]
grid-cell: D — [1474, 691, 1522, 739]
table-cell-bes: sofort — [1539, 1585, 1589, 1600]
table-cell-mel: 15. 6. — [1589, 1380, 1636, 1396]
table-cell-bez — [1488, 1615, 1540, 1630]
magic-square-grid — [1185, 375, 1380, 569]
table-cell-ort: Blankenstein, Bürgermeister — [1168, 1156, 1352, 1171]
table-cell-ort: Anrath, Bürgermeisteramt — [1168, 1438, 1352, 1453]
grid-cell: M — [1426, 643, 1474, 691]
table-cell-bes: bald — [1539, 1319, 1589, 1334]
table-cell-bez — [1488, 1289, 1540, 1304]
table-cell-bes: bald — [1539, 1600, 1589, 1615]
table-cell-art — [1352, 1600, 1488, 1615]
table-cell-art — [1352, 1630, 1488, 1645]
table-row — [1168, 1688, 1636, 1703]
table-cell-bez — [1488, 1645, 1540, 1660]
ad-text: Anfertigung von Wirtschafts- und Ladeneinrichtungen aller Art — [1218, 1879, 1587, 1893]
table-cell-mel: bald — [1589, 1289, 1636, 1304]
table-cell-mel: 15. 6. — [1589, 1024, 1636, 1039]
grid-cell: U — [1331, 376, 1379, 424]
ad-text: Um- und Ausbau von Schaufenstereinrichtungen. — [1258, 1898, 1546, 1911]
table-cell-mel: sofort — [1589, 1513, 1636, 1528]
table-cell-mel: bald — [1589, 1600, 1636, 1615]
table-cell-bes: sofort — [1539, 1558, 1589, 1585]
table-cell-ort: Charlottenburg, Magistrat — [1168, 1585, 1352, 1600]
column-1 — [190, 137, 677, 2212]
table-row — [1168, 1334, 1636, 1349]
table-row — [1168, 1615, 1636, 1630]
table-cell-ort: Freienwalde a. O., Landrat — [1168, 1229, 1352, 1244]
table-cell-bez: 2550 — [1488, 1009, 1540, 1024]
table-cell-art — [1352, 1349, 1488, 1364]
